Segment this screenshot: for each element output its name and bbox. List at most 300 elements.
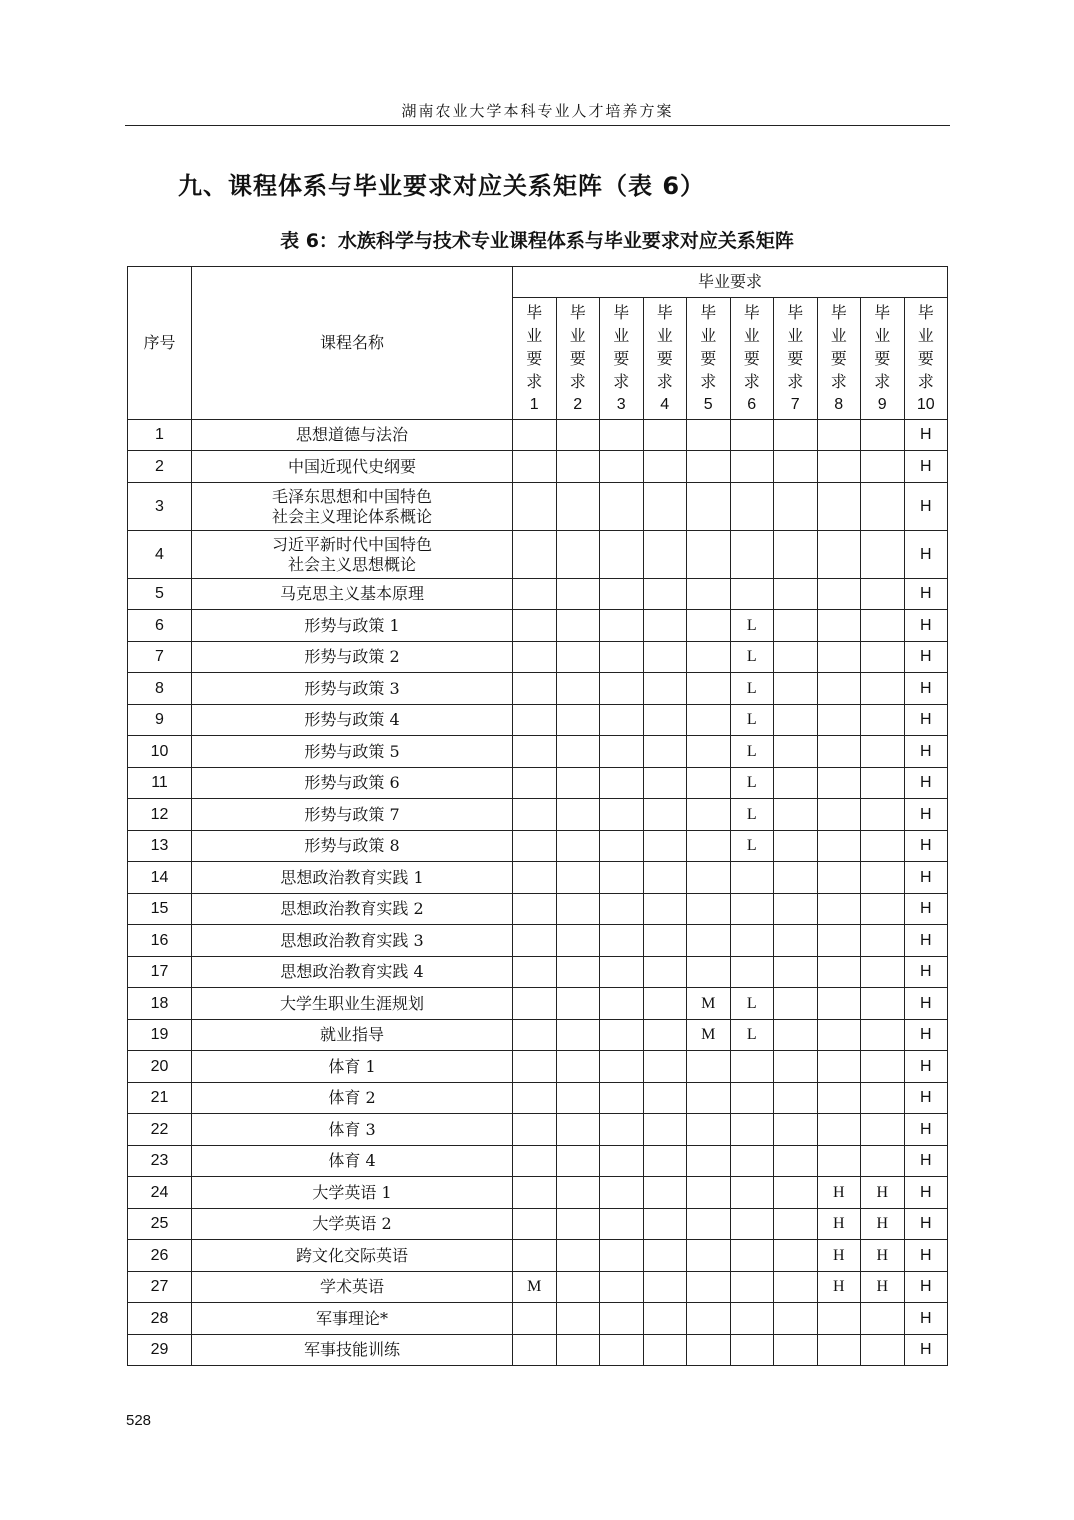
requirement-mark-cell [513, 894, 557, 925]
requirement-header-char: 求 [700, 372, 717, 391]
requirement-mark-cell [774, 451, 818, 483]
requirement-header-6 [730, 298, 774, 420]
requirement-mark-cell [730, 1240, 774, 1272]
table-row [128, 1209, 948, 1240]
requirement-mark-cell [730, 894, 774, 925]
requirement-mark-cell [643, 831, 687, 862]
requirement-mark-cell [687, 1272, 731, 1303]
course-name-line: 学术英语 [319, 1277, 384, 1296]
requirement-mark-cell [513, 420, 557, 451]
course-name-cell [192, 579, 513, 610]
requirement-mark-cell [861, 673, 905, 705]
table-row [128, 831, 948, 862]
requirement-mark-cell [861, 483, 905, 531]
requirement-mark-cell [600, 957, 644, 988]
course-name-cell [192, 862, 513, 894]
requirement-header-char: 求 [526, 372, 543, 391]
requirement-header-char: 毕 [874, 303, 891, 322]
requirement-mark-cell: H [904, 1020, 948, 1051]
requirement-mark-cell [774, 610, 818, 642]
requirement-mark-cell [861, 862, 905, 894]
row-index: 11 [128, 768, 192, 799]
course-name-cell [192, 673, 513, 705]
course-name-cell [192, 1303, 513, 1335]
requirement-mark-cell [687, 705, 731, 736]
requirement-mark-cell [687, 1083, 731, 1114]
row-index: 23 [128, 1146, 192, 1177]
table-row [128, 799, 948, 831]
requirement-mark-cell [730, 1177, 774, 1209]
requirement-mark-cell: H [861, 1272, 905, 1303]
requirement-mark-cell [600, 642, 644, 673]
course-name-cell [192, 988, 513, 1020]
requirement-number: 8 [834, 396, 844, 413]
requirement-mark-cell [513, 1240, 557, 1272]
requirement-number: 1 [529, 396, 539, 413]
requirement-mark-cell: L [730, 831, 774, 862]
course-name-line: 思想政治教育实践 4 [280, 962, 424, 981]
requirement-mark-cell [600, 736, 644, 768]
row-index: 29 [128, 1335, 192, 1366]
course-name-cell [192, 642, 513, 673]
requirement-mark-cell [817, 705, 861, 736]
requirement-mark-cell: L [730, 705, 774, 736]
requirement-mark-cell [687, 925, 731, 957]
requirement-mark-cell: L [730, 736, 774, 768]
requirement-mark-cell [600, 1051, 644, 1083]
row-index: 4 [128, 531, 192, 579]
requirement-mark-cell [817, 420, 861, 451]
requirement-mark-cell [600, 531, 644, 579]
requirement-mark-cell [600, 1303, 644, 1335]
row-index: 2 [128, 451, 192, 483]
requirement-mark-cell [817, 579, 861, 610]
course-name-line: 形势与政策 8 [304, 836, 400, 855]
row-index: 6 [128, 610, 192, 642]
requirement-mark-cell [600, 1146, 644, 1177]
requirement-mark-cell [556, 1240, 600, 1272]
course-name-line: 大学生职业生涯规划 [279, 993, 424, 1013]
course-name-cell [192, 736, 513, 768]
requirement-mark-cell [556, 705, 600, 736]
requirement-header-char: 毕 [830, 303, 847, 322]
course-name-line: 毛泽东思想和中国特色 [271, 486, 432, 506]
requirement-mark-cell [774, 420, 818, 451]
running-header: 湖南农业大学本科专业人才培养方案 [401, 102, 674, 120]
requirement-mark-cell: M [513, 1272, 557, 1303]
requirement-mark-cell: H [904, 1335, 948, 1366]
requirement-mark-cell [687, 1303, 731, 1335]
requirement-header-char: 毕 [743, 303, 760, 322]
table-row [128, 1083, 948, 1114]
requirement-mark-cell [600, 1335, 644, 1366]
requirement-mark-cell [861, 705, 905, 736]
requirement-mark-cell [774, 673, 818, 705]
requirement-mark-cell [556, 420, 600, 451]
requirement-mark-cell [513, 1051, 557, 1083]
table-row [128, 1335, 948, 1366]
requirement-mark-cell [513, 1114, 557, 1146]
requirement-mark-cell [556, 610, 600, 642]
requirement-header-char: 求 [874, 372, 891, 391]
requirement-mark-cell [600, 579, 644, 610]
requirement-header-char: 毕 [613, 303, 630, 322]
requirement-mark-cell [556, 957, 600, 988]
row-index: 14 [128, 862, 192, 894]
requirement-mark-cell [774, 799, 818, 831]
requirement-mark-cell [730, 1335, 774, 1366]
table-row [128, 451, 948, 483]
requirement-mark-cell [643, 1303, 687, 1335]
requirement-mark-cell: H [904, 925, 948, 957]
course-name-cell [192, 1177, 513, 1209]
requirement-mark-cell [774, 1335, 818, 1366]
requirement-header-10 [904, 298, 948, 420]
requirement-mark-cell: H [904, 1146, 948, 1177]
row-index: 16 [128, 925, 192, 957]
requirement-mark-cell [687, 1177, 731, 1209]
requirement-mark-cell: H [904, 579, 948, 610]
requirement-mark-cell [817, 451, 861, 483]
course-name-line: 形势与政策 6 [304, 773, 400, 792]
table-row [128, 1177, 948, 1209]
row-index: 26 [128, 1240, 192, 1272]
requirement-mark-cell [643, 1177, 687, 1209]
requirement-mark-cell [556, 736, 600, 768]
requirement-header-char: 业 [526, 326, 543, 345]
table-row [128, 1303, 948, 1335]
row-index: 25 [128, 1209, 192, 1240]
requirement-mark-cell [513, 483, 557, 531]
requirement-mark-cell [687, 642, 731, 673]
row-index: 10 [128, 736, 192, 768]
requirement-mark-cell [556, 1177, 600, 1209]
requirement-header-char: 业 [874, 326, 891, 345]
requirement-mark-cell [643, 768, 687, 799]
course-name-cell [192, 799, 513, 831]
requirement-mark-cell [730, 579, 774, 610]
requirement-header-char: 要 [874, 349, 891, 368]
requirement-mark-cell [817, 799, 861, 831]
row-index: 17 [128, 957, 192, 988]
course-name-line: 大学英语 1 [312, 1182, 392, 1202]
requirement-header-char: 业 [700, 326, 717, 345]
requirement-mark-cell [861, 1083, 905, 1114]
course-requirement-matrix [127, 266, 948, 1366]
requirement-mark-cell: M [687, 988, 731, 1020]
requirement-mark-cell [861, 1303, 905, 1335]
table-row [128, 1146, 948, 1177]
requirement-mark-cell [774, 1177, 818, 1209]
requirement-header-char: 求 [569, 372, 586, 391]
requirement-mark-cell [600, 1240, 644, 1272]
header-rule [125, 125, 950, 126]
requirement-mark-cell [687, 420, 731, 451]
requirement-mark-cell [556, 925, 600, 957]
table-row [128, 736, 948, 768]
requirement-mark-cell [774, 768, 818, 799]
requirement-header-char: 业 [743, 326, 760, 345]
table-row [128, 705, 948, 736]
requirement-mark-cell [556, 451, 600, 483]
requirement-mark-cell: H [817, 1177, 861, 1209]
requirement-mark-cell: H [817, 1240, 861, 1272]
requirement-mark-cell [600, 1114, 644, 1146]
course-name-line: 思想政治教育实践 1 [280, 867, 424, 887]
requirement-mark-cell: L [730, 1020, 774, 1051]
requirement-header-char: 求 [917, 372, 934, 391]
requirement-mark-cell: H [904, 705, 948, 736]
requirement-mark-cell: H [904, 1083, 948, 1114]
course-name-cell [192, 420, 513, 451]
requirement-header-char: 求 [787, 372, 804, 391]
requirement-header-char: 业 [656, 326, 673, 345]
course-name-line: 形势与政策 4 [304, 710, 400, 729]
table-row [128, 988, 948, 1020]
requirement-mark-cell [774, 957, 818, 988]
row-index: 18 [128, 988, 192, 1020]
requirement-mark-cell [687, 579, 731, 610]
requirement-header-5 [687, 298, 731, 420]
requirement-mark-cell [643, 420, 687, 451]
requirement-mark-cell: H [904, 420, 948, 451]
requirement-mark-cell [513, 673, 557, 705]
row-index: 28 [128, 1303, 192, 1335]
requirement-mark-cell [774, 642, 818, 673]
course-name-line: 马克思主义基本原理 [279, 584, 424, 603]
requirements-group-header: 毕业要求 [513, 267, 948, 298]
requirement-mark-cell [556, 1083, 600, 1114]
requirement-mark-cell [774, 925, 818, 957]
requirement-mark-cell [556, 768, 600, 799]
requirement-header-char: 求 [743, 372, 760, 391]
requirement-mark-cell [556, 642, 600, 673]
table-row [128, 642, 948, 673]
requirement-header-char: 要 [700, 349, 717, 368]
requirement-mark-cell [643, 673, 687, 705]
table-row [128, 957, 948, 988]
requirement-mark-cell [861, 957, 905, 988]
requirement-mark-cell [730, 1303, 774, 1335]
requirement-mark-cell: H [904, 736, 948, 768]
requirement-mark-cell [556, 1020, 600, 1051]
requirement-mark-cell [600, 1209, 644, 1240]
requirement-mark-cell [861, 925, 905, 957]
requirement-header-char: 毕 [526, 303, 543, 322]
requirement-header-char: 要 [613, 349, 630, 368]
requirement-mark-cell [600, 610, 644, 642]
requirement-mark-cell: L [730, 610, 774, 642]
requirement-mark-cell [513, 1303, 557, 1335]
requirement-mark-cell [774, 531, 818, 579]
requirement-number: 6 [747, 396, 757, 413]
requirement-number: 9 [877, 396, 887, 413]
requirement-mark-cell [774, 831, 818, 862]
course-name-line: 形势与政策 7 [304, 804, 400, 824]
requirement-mark-cell [643, 988, 687, 1020]
requirement-mark-cell [556, 483, 600, 531]
requirement-mark-cell [774, 705, 818, 736]
row-index: 12 [128, 799, 192, 831]
course-name-line: 思想政治教育实践 3 [280, 930, 424, 950]
requirement-number: 5 [703, 396, 713, 413]
requirement-mark-cell [687, 610, 731, 642]
requirement-mark-cell [774, 736, 818, 768]
requirement-mark-cell [687, 483, 731, 531]
row-index: 19 [128, 1020, 192, 1051]
course-name-line: 体育 1 [328, 1056, 376, 1076]
requirement-mark-cell [643, 483, 687, 531]
requirement-mark-cell: L [730, 988, 774, 1020]
requirement-mark-cell [817, 531, 861, 579]
course-name-cell [192, 1335, 513, 1366]
course-name-line: 形势与政策 1 [304, 615, 400, 635]
requirement-mark-cell [556, 799, 600, 831]
requirement-mark-cell [730, 862, 774, 894]
requirement-mark-cell [687, 862, 731, 894]
requirement-mark-cell [643, 799, 687, 831]
requirement-mark-cell [687, 1335, 731, 1366]
requirement-mark-cell [513, 1146, 557, 1177]
requirement-mark-cell [513, 799, 557, 831]
course-name-cell [192, 1272, 513, 1303]
requirement-mark-cell: H [904, 957, 948, 988]
requirement-mark-cell [861, 1114, 905, 1146]
requirement-mark-cell [600, 1083, 644, 1114]
requirement-header-char: 要 [917, 349, 934, 368]
row-index: 7 [128, 642, 192, 673]
requirement-mark-cell [643, 736, 687, 768]
requirement-mark-cell [513, 642, 557, 673]
requirement-mark-cell: L [730, 673, 774, 705]
requirement-mark-cell [774, 579, 818, 610]
table-row [128, 1051, 948, 1083]
requirement-mark-cell [513, 451, 557, 483]
requirement-header-char: 毕 [569, 303, 586, 322]
requirement-mark-cell: H [904, 642, 948, 673]
requirement-mark-cell: H [904, 451, 948, 483]
course-name-cell [192, 768, 513, 799]
requirement-mark-cell: H [817, 1209, 861, 1240]
matrix-head-row-1 [128, 267, 948, 298]
requirement-mark-cell [774, 1051, 818, 1083]
requirement-mark-cell [513, 1083, 557, 1114]
requirement-mark-cell [861, 1020, 905, 1051]
requirement-mark-cell [513, 768, 557, 799]
requirement-mark-cell [513, 925, 557, 957]
requirement-mark-cell [600, 799, 644, 831]
requirement-header-3 [600, 298, 644, 420]
requirement-mark-cell: H [904, 1177, 948, 1209]
requirement-mark-cell [556, 1114, 600, 1146]
requirement-mark-cell: H [904, 1303, 948, 1335]
requirement-mark-cell [513, 831, 557, 862]
requirement-mark-cell [643, 1020, 687, 1051]
course-name-line: 思想政治教育实践 2 [280, 899, 424, 918]
requirement-mark-cell [687, 768, 731, 799]
requirement-mark-cell [643, 1335, 687, 1366]
course-name-line: 军事技能训练 [303, 1340, 400, 1359]
requirement-mark-cell [513, 531, 557, 579]
requirement-mark-cell [556, 862, 600, 894]
requirement-mark-cell [600, 988, 644, 1020]
requirement-mark-cell [817, 957, 861, 988]
requirement-mark-cell [861, 831, 905, 862]
table-row [128, 1020, 948, 1051]
requirement-mark-cell [817, 894, 861, 925]
requirement-number: 10 [916, 396, 935, 413]
requirement-mark-cell [817, 768, 861, 799]
requirement-mark-cell [861, 531, 905, 579]
requirement-mark-cell: H [904, 988, 948, 1020]
requirement-mark-cell [861, 451, 905, 483]
requirement-mark-cell: M [687, 1020, 731, 1051]
requirement-mark-cell [774, 483, 818, 531]
requirement-mark-cell [643, 925, 687, 957]
requirement-header-char: 业 [917, 326, 934, 345]
requirement-number: 4 [660, 396, 670, 413]
matrix-body [128, 420, 948, 1366]
requirement-mark-cell [861, 799, 905, 831]
requirement-mark-cell [861, 1051, 905, 1083]
requirement-header-char: 要 [569, 349, 586, 368]
requirement-mark-cell [817, 925, 861, 957]
requirement-mark-cell [817, 483, 861, 531]
table-row [128, 579, 948, 610]
requirement-mark-cell [643, 1272, 687, 1303]
requirement-mark-cell [730, 957, 774, 988]
requirement-header-char: 求 [656, 372, 673, 391]
requirement-header-char: 毕 [656, 303, 673, 322]
course-name-line: 社会主义理论体系概论 [271, 506, 432, 526]
requirement-mark-cell [774, 1114, 818, 1146]
section-title: 九、课程体系与毕业要求对应关系矩阵（表 6） [178, 172, 706, 200]
requirement-mark-cell [600, 1020, 644, 1051]
requirement-mark-cell [817, 610, 861, 642]
requirement-mark-cell [600, 483, 644, 531]
requirement-header-char: 求 [613, 372, 630, 391]
row-index: 3 [128, 483, 192, 531]
requirement-mark-cell [513, 736, 557, 768]
course-name-line: 中国近现代史纲要 [287, 456, 416, 476]
requirement-mark-cell [600, 862, 644, 894]
page-number: 528 [126, 1412, 152, 1429]
requirement-header-char: 业 [569, 326, 586, 345]
requirement-mark-cell: H [904, 1209, 948, 1240]
row-index: 27 [128, 1272, 192, 1303]
row-index: 1 [128, 420, 192, 451]
course-name-cell [192, 1146, 513, 1177]
requirement-mark-cell [643, 610, 687, 642]
course-name-line: 形势与政策 5 [304, 741, 400, 761]
requirement-header-1 [513, 298, 557, 420]
requirement-header-char: 求 [830, 372, 847, 391]
requirement-mark-cell [643, 1240, 687, 1272]
requirement-mark-cell [687, 451, 731, 483]
requirement-mark-cell: L [730, 799, 774, 831]
course-name-cell [192, 451, 513, 483]
requirement-mark-cell [774, 862, 818, 894]
requirement-mark-cell [687, 799, 731, 831]
table-row [128, 1272, 948, 1303]
requirement-mark-cell [643, 642, 687, 673]
matrix-head [128, 267, 948, 420]
requirement-mark-cell [861, 736, 905, 768]
requirement-mark-cell: H [861, 1240, 905, 1272]
row-index: 13 [128, 831, 192, 862]
requirement-mark-cell [600, 831, 644, 862]
requirement-number: 3 [616, 396, 626, 413]
